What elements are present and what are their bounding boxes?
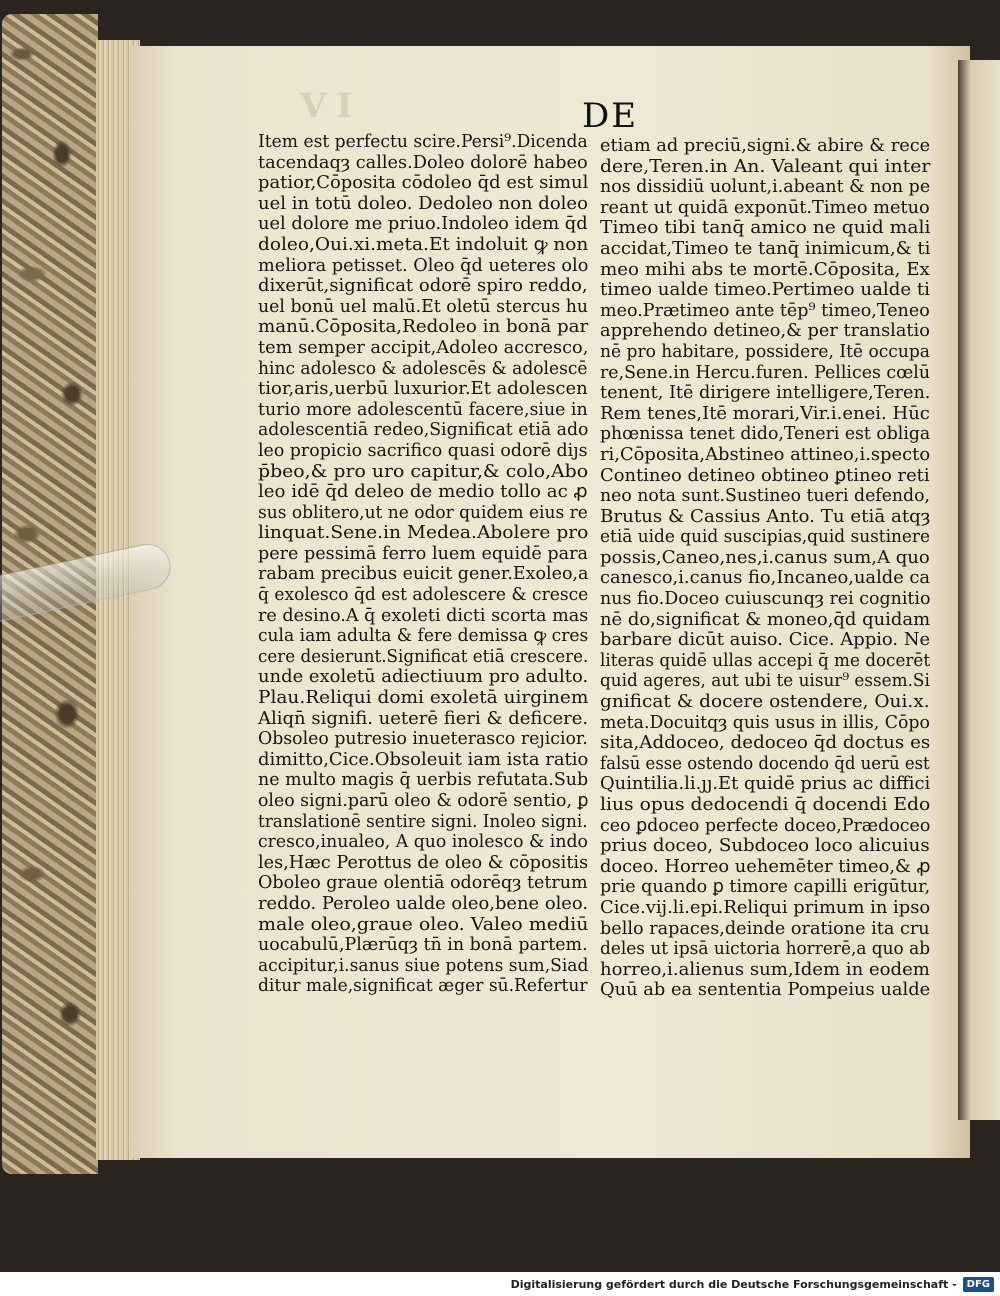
text-line: p̄beo,& pro uro capitur,& colo,Abo bbox=[258, 460, 589, 482]
show-through-text: VI bbox=[300, 86, 363, 126]
text-line: leo propicio sacrifico quasi odorē diȷs bbox=[258, 439, 588, 461]
text-line: turio more adolescentū facere,siue in bbox=[258, 398, 588, 420]
text-line: bello rapaces,deinde oratione ita cru bbox=[600, 917, 930, 939]
text-line: uel bonū uel malū.Et oletū stercus hu bbox=[258, 295, 589, 317]
text-line: hinc adolesco & adolescēs & adolescē bbox=[258, 357, 588, 379]
text-line: neo nota sunt.Sustineo tueri defendo, bbox=[600, 485, 930, 507]
text-line: oleo signi.parū oleo & odorē sentio, ꝑ bbox=[258, 790, 589, 811]
text-line: Plau.Reliqui domi exoletā uirginem bbox=[258, 687, 589, 709]
text-line: cresco,inualeo, A quo inolesco & indo bbox=[258, 831, 588, 853]
text-line: deles ut ipsā uictoria horrerē,a quo ab bbox=[600, 938, 931, 960]
text-line: gnificat & docere ostendere, Oui.x. bbox=[600, 691, 930, 713]
text-line: Cice.vij.li.epi.Reliqui primum in ipso bbox=[600, 896, 931, 918]
text-line: reddo. Peroleo ualde oleo,bene oleo. bbox=[258, 892, 589, 914]
footer-credit: Digitalisierung gefördert durch die Deutsche Forschungsgemeinschaft - bbox=[510, 1277, 957, 1291]
text-line: doleo,Oui.xi.meta.Et indoluit ꝙ non bbox=[258, 233, 589, 255]
text-line: doceo. Horreo uehemēter timeo,& ꝓ bbox=[600, 855, 931, 877]
text-line: tacendaqȝ calles.Doleo dolorē habeo bbox=[258, 151, 588, 173]
text-line: linquat.Sene.in Medea.Abolere pro bbox=[258, 522, 589, 544]
text-line: dimitto,Cice.Obsoleuit iam ista ratio bbox=[258, 748, 589, 770]
right-text-column bbox=[600, 136, 940, 1001]
text-line: phœnissa tenet dido,Teneri est obliga bbox=[600, 423, 931, 445]
text-line: timeo ualde timeo.Pertimeo ualde ti bbox=[600, 279, 930, 301]
text-line: nus fio.Doceo cuiuscunqȝ rei cognitio bbox=[600, 588, 931, 610]
text-line: uel dolore me priuo.Indoleo idem q̄d bbox=[258, 213, 588, 235]
text-line: Quintilia.li.ȷȷ.Et quidē prius ac diffici bbox=[600, 773, 931, 795]
text-line: Quū ab ea sententia Pompeius ualde bbox=[600, 979, 931, 1001]
text-line: ri,Cōposita,Abstineo attineo,i.specto bbox=[600, 443, 931, 465]
text-line: patior,Cōposita cōdoleo q̄d est simul bbox=[258, 172, 589, 194]
text-line: tenent, Itē dirigere intelligere,Teren. bbox=[600, 382, 931, 404]
text-line: reant ut quidā exponūt.Timeo metuo bbox=[600, 196, 930, 218]
text-line: tem semper accipit,Adoleo accresco, bbox=[258, 336, 589, 358]
text-line: lius opus dedocendi q̄ docendi Edo bbox=[600, 794, 931, 815]
text-line: Aliqn̄ signifi. ueterē fieri & deficere. bbox=[258, 707, 589, 729]
text-line: q̄ exolesco q̄d est adolescere & cresce bbox=[258, 584, 589, 606]
text-line: Oboleo graue olentiā odorēqȝ tetrum bbox=[258, 872, 588, 894]
text-line: horreo,i.alienus sum,Idem in eodem bbox=[600, 958, 930, 980]
text-line: Rem tenes,Itē morari,Vir.i.enei. Hūc bbox=[600, 402, 930, 424]
text-line: cere desierunt.Significat etiā crescere. bbox=[258, 645, 589, 667]
text-line: etiam ad preciū,signi.& abire & rece bbox=[600, 135, 931, 156]
text-line: adolescentiā redeo,Significat etiā ado bbox=[258, 419, 589, 441]
text-line: falsū esse ostendo docendo q̄d uerū est bbox=[600, 752, 930, 774]
text-line: uel in totū doleo. Dedoleo non doleo bbox=[258, 192, 588, 214]
text-line: male oleo,graue oleo. Valeo mediū bbox=[258, 913, 589, 935]
text-line: unde exoletū adiectiuum pro adulto. bbox=[258, 666, 589, 688]
text-line: nē pro habitare, possidere, Itē occupa bbox=[600, 340, 930, 362]
text-line: meta.Docuitqȝ quis usus in illis, Cōpo bbox=[600, 711, 930, 733]
text-line: literas quidē ullas accepi q̄ me docerēt bbox=[600, 649, 931, 671]
text-line: possis,Caneo,nes,i.canus sum,A quo bbox=[600, 546, 930, 568]
text-line: etiā uide quid suscipias,quid sustinere bbox=[600, 526, 931, 548]
text-line: canesco,i.canus fio,Incaneo,ualde ca bbox=[600, 567, 931, 589]
text-line: meo mihi abs te mortē.Cōposita, Ex bbox=[600, 258, 930, 280]
text-line: re desino.A q̄ exoleti dicti scorta mas bbox=[258, 604, 589, 626]
text-line: sita,Addoceo, dedoceo q̄d doctus es bbox=[600, 732, 931, 754]
text-line: accidat,Timeo te tanq̄ inimicum,& ti bbox=[600, 237, 931, 259]
text-line: translationē sentire signi. Inoleo signi. bbox=[258, 810, 588, 832]
text-line: cula iam adulta & fere demissa ꝙ cres bbox=[258, 625, 589, 647]
text-line: apprehendo detineo,& per translatio bbox=[600, 320, 930, 342]
text-line: meo.Prætimeo ante tēp⁹ timeo,Teneo bbox=[600, 299, 930, 321]
digitization-footer bbox=[0, 1272, 1000, 1296]
text-line: ne multo magis q̄ uerbis refutata.Sub bbox=[258, 769, 589, 791]
text-line: leo idē q̄d deleo de medio tollo ac ꝓ bbox=[258, 481, 588, 503]
facing-page-edge bbox=[958, 60, 1000, 1120]
text-line: nos dissidiū uolunt,i.abeant & non pe bbox=[600, 176, 931, 198]
text-line: accipitur,i.sanus siue potens sum,Siad bbox=[258, 954, 589, 976]
text-line: tior,aris,uerbū luxurior.Et adolescen bbox=[258, 378, 588, 400]
text-line: les,Hæc Perottus de oleo & cōpositis bbox=[258, 851, 589, 873]
text-line: dere,Teren.in An. Valeant qui inter bbox=[600, 155, 931, 177]
text-line: Brutus & Cassius Anto. Tu etiā atqȝ bbox=[600, 505, 931, 527]
text-line: uocabulū,Plærūqȝ tn̄ in bonā partem. bbox=[258, 934, 588, 956]
text-line: prie quando ꝑ timore capilli erigūtur, bbox=[600, 876, 931, 898]
text-line: ceo ꝑdoceo perfecte doceo,Prædoceo bbox=[600, 814, 931, 836]
text-line: manū.Cōposita,Redoleo in bonā par bbox=[258, 316, 589, 338]
text-line: Item est perfectu scire.Persi⁹.Dicenda bbox=[258, 131, 588, 152]
text-line: ditur male,significat æger sū.Refertur bbox=[258, 975, 588, 997]
text-line: rabam precibus euicit gener.Exoleo,a bbox=[258, 563, 589, 585]
dfg-logo-icon: DFG bbox=[963, 1277, 994, 1292]
text-line: pere pessimā ferro luem equidē para bbox=[258, 542, 588, 564]
text-line: Contineo detineo obtineo ꝑtineo reti bbox=[600, 464, 930, 486]
text-line: prius doceo, Subdoceo loco alicuius bbox=[600, 835, 930, 857]
text-line: barbare dicūt auiso. Cice. Appio. Ne bbox=[600, 629, 931, 651]
text-line: Obsoleo putresio inueterasco reȷicior. bbox=[258, 728, 588, 750]
text-line: dixerūt,significat odorē spiro reddo, bbox=[258, 275, 588, 297]
text-line: quid ageres, aut ubi te uisur⁹ essem.Si bbox=[600, 670, 930, 692]
text-line: re,Sene.in Hercu.furen. Pellices cœlū bbox=[600, 361, 931, 383]
text-line: nē do,significat & moneo,q̄d quidam bbox=[600, 608, 931, 630]
running-head: DE bbox=[582, 96, 639, 136]
left-text-column bbox=[258, 132, 598, 997]
text-line: sus oblitero,ut ne odor quidem eius re bbox=[258, 501, 588, 523]
text-line: Timeo tibi tanq̄ amico ne quid mali bbox=[600, 217, 931, 239]
text-line: meliora petisset. Oleo q̄d ueteres olo bbox=[258, 254, 589, 276]
